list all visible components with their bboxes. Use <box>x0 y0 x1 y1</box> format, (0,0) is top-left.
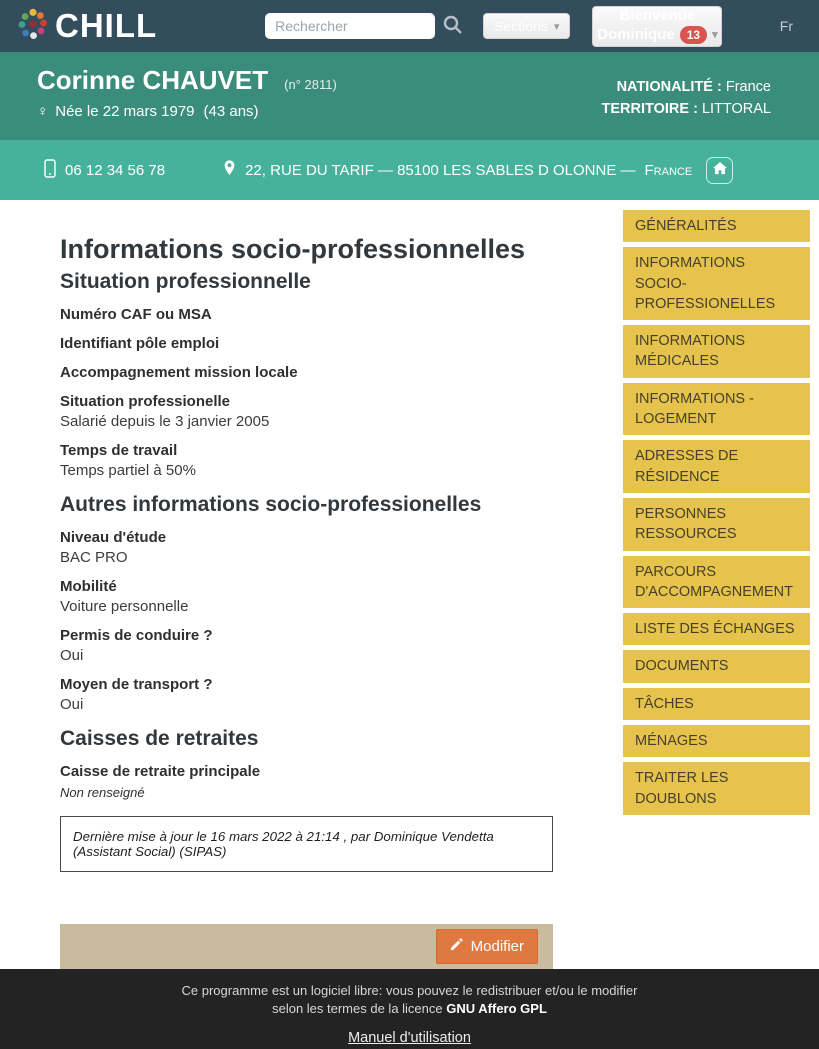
user-menu-button[interactable] <box>592 6 722 47</box>
mobile-phone-icon <box>44 159 56 182</box>
address-group <box>223 160 692 181</box>
sidebar-item-traiter-les-doublons[interactable]: TRAITER LES DOUBLONS <box>623 762 810 815</box>
footer-license-line1: Ce programme est un logiciel libre: vous pouvez le redistribuer et/ou le modifier <box>181 983 638 998</box>
sidebar-item-informations-logement[interactable]: INFORMATIONS - LOGEMENT <box>623 383 810 436</box>
user-greeting: Bienvenue <box>619 7 696 25</box>
nationality-row <box>602 76 771 98</box>
home-icon <box>713 162 727 178</box>
pencil-icon <box>450 938 463 955</box>
phone-group <box>44 159 165 182</box>
last-update-note: Dernière mise à jour le 16 mars 2022 à 21:14 , par Dominique Vendetta (Assistant Social) (SIPAS) <box>60 816 553 872</box>
language-switcher[interactable]: Fr <box>779 18 793 34</box>
manual-link[interactable]: Manuel d'utilisation <box>348 1030 471 1047</box>
field-value: Voiture personnelle <box>60 598 189 615</box>
nationality-label: NATIONALITÉ : <box>616 79 722 95</box>
field-label: Identifiant pôle emploi <box>60 335 220 352</box>
notification-badge: 13 <box>680 26 707 44</box>
footer-license-prefix: selon les termes de la licence <box>272 1000 447 1016</box>
territory-label: TERRITOIRE : <box>601 101 698 118</box>
sidebar-item-adresses-de-residence[interactable]: ADRESSES DE RÉSIDENCE <box>623 440 810 493</box>
main-column <box>60 200 553 969</box>
sidebar-item-generalites[interactable]: GÉNÉRALITÉS <box>623 210 810 242</box>
field-label: Mobilité <box>60 578 117 595</box>
action-bar <box>60 924 553 969</box>
contact-bar <box>0 140 819 200</box>
sections-label: Sections <box>494 18 548 34</box>
section-heading: Caisses de retraites <box>60 727 259 750</box>
field-value: BAC PRO <box>60 549 128 566</box>
field-value: Oui <box>60 647 84 664</box>
sidebar-item-taches[interactable]: TÂCHES <box>623 688 810 720</box>
person-record-number: (n° 2811) <box>284 77 337 92</box>
sidebar-item-liste-des-echanges[interactable]: LISTE DES ÉCHANGES <box>623 613 810 645</box>
sidebar-item-menages[interactable]: MÉNAGES <box>623 725 810 757</box>
field-value-empty: Non renseigné <box>60 785 145 800</box>
territory-row <box>602 98 771 120</box>
top-navbar <box>0 0 819 52</box>
sections-menu-button[interactable] <box>483 13 570 39</box>
person-age: (43 ans) <box>203 103 259 120</box>
field-label: Temps de travail <box>60 442 178 459</box>
household-button[interactable] <box>706 157 733 184</box>
sidebar-item-parcours-accompagnement[interactable]: PARCOURS D'ACCOMPAGNEMENT <box>623 556 810 609</box>
user-name: Dominique <box>597 26 675 43</box>
sidebar-item-personnes-ressources[interactable]: PERSONNES RESSOURCES <box>623 498 810 551</box>
sidebar-item-informations-medicales[interactable]: INFORMATIONS MÉDICALES <box>623 325 810 378</box>
footer-license-line2 <box>0 1000 819 1018</box>
chevron-down-icon: ▾ <box>553 20 560 33</box>
address-text: 22, RUE DU TARIF — 85100 LES SABLES D OLONNE — <box>245 161 636 179</box>
page-footer <box>0 969 819 1049</box>
field-label: Permis de conduire ? <box>60 627 213 644</box>
brand-logo[interactable] <box>14 5 157 48</box>
field-value: Oui <box>60 696 84 713</box>
search-button[interactable] <box>440 12 466 41</box>
address-country: France <box>644 161 693 179</box>
edit-button-label: Modifier <box>470 938 524 955</box>
search-input[interactable] <box>265 13 435 39</box>
field-value: Salarié depuis le 3 janvier 2005 <box>60 413 270 430</box>
female-gender-icon: ♀ <box>37 103 49 120</box>
field-label: Numéro CAF ou MSA <box>60 306 212 323</box>
birth-date: Née le 22 mars 1979 <box>55 103 195 120</box>
section-heading: Situation professionnelle <box>60 270 311 293</box>
search-icon <box>442 24 464 39</box>
sidebar-item-informations-socio-professionelles[interactable]: INFORMATIONS SOCIO-PROFESSIONELLES <box>623 247 810 320</box>
phone-number: 06 12 34 56 78 <box>65 161 166 179</box>
license-link[interactable]: GNU Affero GPL <box>446 1000 547 1016</box>
person-menu-sidebar <box>623 200 810 820</box>
field-label: Caisse de retraite principale <box>60 763 261 780</box>
territory-value: LITTORAL <box>701 101 771 118</box>
nationality-value: France <box>725 79 771 95</box>
chill-flower-icon <box>14 5 52 48</box>
brand-title: CHILL <box>55 7 158 44</box>
field-label: Moyen de transport ? <box>60 676 213 693</box>
page-title: Informations socio-professionnelles <box>60 234 526 264</box>
edit-button[interactable] <box>436 929 538 964</box>
map-pin-icon <box>223 160 236 181</box>
chevron-down-icon: ▾ <box>712 28 718 41</box>
field-label: Niveau d'étude <box>60 529 167 546</box>
field-label: Situation professionelle <box>60 393 231 410</box>
field-value: Temps partiel à 50% <box>60 462 196 479</box>
section-heading: Autres informations socio-professionelles <box>60 493 482 516</box>
sidebar-item-documents[interactable]: DOCUMENTS <box>623 650 810 682</box>
field-label: Accompagnement mission locale <box>60 364 298 381</box>
person-name: Corinne CHAUVET <box>37 65 269 95</box>
content-area <box>0 200 819 969</box>
person-header <box>0 52 819 140</box>
